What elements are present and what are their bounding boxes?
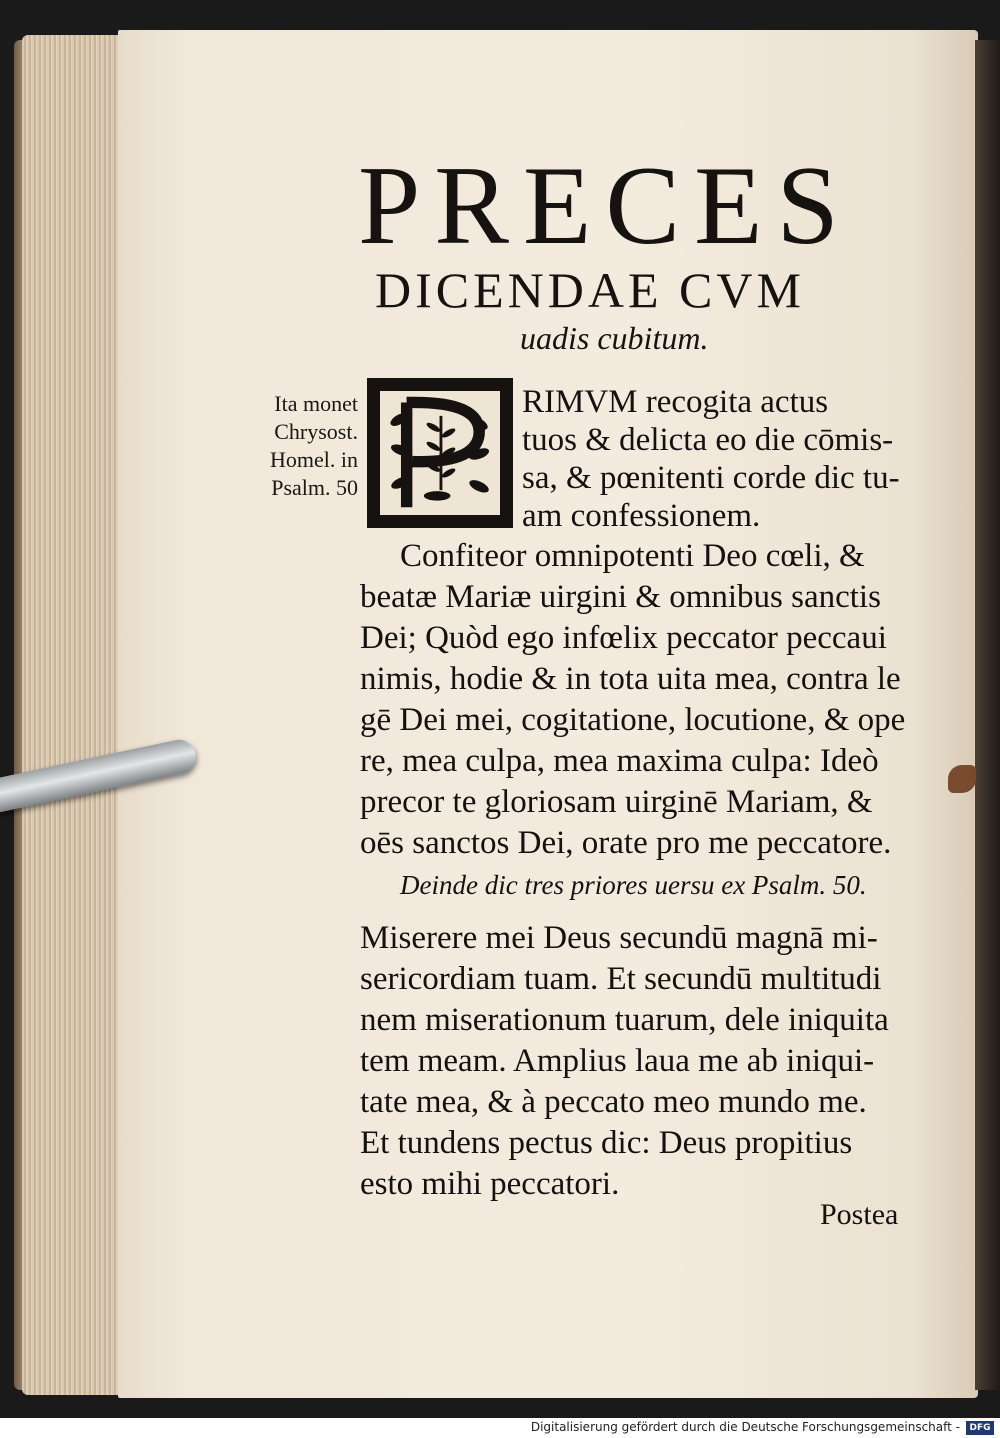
text-line: tuos & delicta eo die cōmis- [522, 422, 894, 458]
text-line: beatæ Mariæ uirgini & omnibus sanctis [360, 579, 881, 615]
text-line: nem miserationum tuarum, dele iniquita [360, 1002, 889, 1038]
dfg-logo-icon: DFG [966, 1421, 994, 1435]
right-binding-edge [975, 40, 1000, 1390]
funding-credit: Digitalisierung gefördert durch die Deutsche Forschungsgemeinschaft - [530, 1420, 960, 1434]
text-line: sericordiam tuam. Et secundū multitudi [360, 961, 882, 997]
paper-tab-mark [948, 765, 976, 793]
marginal-line: Psalm. 50 [271, 475, 358, 500]
text-line: sa, & pœnitenti corde dic tu- [522, 460, 900, 496]
marginal-line: Ita monet [274, 391, 358, 416]
text-line: re, mea culpa, mea maxima culpa: Ideò [360, 743, 879, 779]
text-line: am confessionem. [522, 498, 761, 534]
title-sub-italic: uadis cubitum. [520, 320, 709, 356]
text-line: RIMVM recogita actus [522, 384, 829, 420]
text-line: precor te gloriosam uirginē Mariam, & [360, 784, 873, 820]
text-line: tate mea, & à peccato meo mundo me. [360, 1084, 867, 1120]
catchword: Postea [820, 1198, 899, 1231]
marginal-note [228, 390, 358, 502]
ornament-icon [380, 391, 500, 515]
footer-bar [0, 1418, 1000, 1438]
text-line: nimis, hodie & in tota uita mea, contra le [360, 661, 901, 697]
initial-frame [378, 389, 502, 517]
marginal-line: Homel. in [270, 447, 358, 472]
text-line: Dei; Quòd ego infœlix peccator peccaui [360, 620, 887, 656]
title-sub: DICENDAE CVM [375, 262, 805, 318]
text-line: oēs sanctos Dei, orate pro me peccatore. [360, 825, 892, 861]
text-line: tem meam. Amplius laua me ab iniqui- [360, 1043, 875, 1079]
marginal-line: Chrysost. [274, 419, 358, 444]
title-main: PRECES [358, 144, 853, 268]
text-line: gē Dei mei, cogitatione, locutione, & ope [360, 702, 906, 738]
rubric-instruction: Deinde dic tres priores uersu ex Psalm. 50. [400, 870, 867, 900]
text-line: Miserere mei Deus secundū magnā mi- [360, 920, 878, 956]
decorated-initial [367, 378, 513, 528]
page-edges [22, 35, 126, 1395]
text-line: Et tundens pectus dic: Deus propitius [360, 1125, 853, 1161]
text-line: esto mihi peccatori. [360, 1166, 620, 1202]
text-line: Confiteor omnipotenti Deo cœli, & [400, 538, 865, 574]
